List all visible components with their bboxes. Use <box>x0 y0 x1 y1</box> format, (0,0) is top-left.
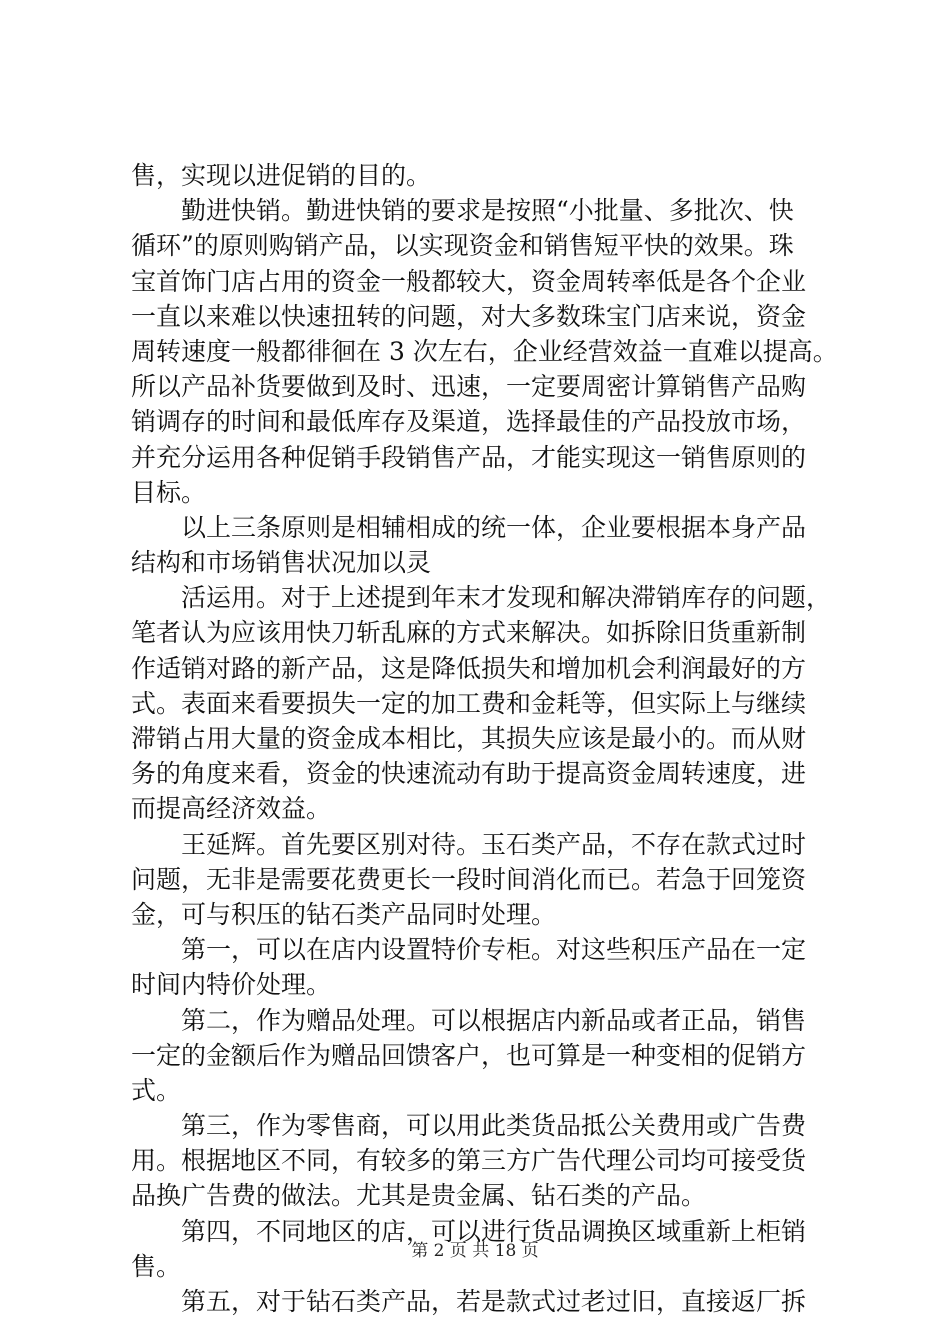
text-line: 并充分运用各种促销手段销售产品，才能实现这一销售原则的 <box>131 442 807 472</box>
text-line: 第五，对于钻石类产品，若是款式过老过旧，直接返厂拆 <box>181 1287 807 1316</box>
text-line: 售，实现以进促销的目的。 <box>131 161 432 190</box>
text-line: 第二，作为赠品处理。可以根据店内新品或者正品，销售 <box>181 1005 807 1035</box>
text-line: 周转速度一般都徘徊在 3 次左右，企业经营效益一直难以提高。 <box>131 336 838 366</box>
text-line: 时间内特价处理。 <box>131 970 332 1000</box>
text-line: 目标。 <box>131 477 207 507</box>
text-line: 式。表面来看要损失一定的加工费和金耗等，但实际上与继续 <box>131 688 807 718</box>
document-body <box>131 158 838 1319</box>
text-line: 用。根据地区不同，有较多的第三方广告代理公司均可接受货 <box>131 1146 807 1176</box>
page-footer <box>0 1241 950 1261</box>
text-line: 所以产品补货要做到及时、迅速，一定要周密计算销售产品购 <box>131 372 807 402</box>
text-line: 式。 <box>131 1075 182 1105</box>
text-line: 一直以来难以快速扭转的问题，对大多数珠宝门店来说，资金 <box>131 301 807 331</box>
text-line: 结构和市场销售状况加以灵 <box>131 548 432 578</box>
text-line: 滞销占用大量的资金成本相比，其损失应该是最小的。而从财 <box>131 724 807 753</box>
text-line: 售。 <box>131 1251 182 1281</box>
text-line: 品换广告费的做法。尤其是贵金属、钻石类的产品。 <box>131 1181 707 1211</box>
text-line: 宝首饰门店占用的资金一般都较大，资金周转率低是各个企业 <box>131 266 807 296</box>
text-line: 活运用。对于上述提到年末才发现和解决滞销库存的问题， <box>181 583 832 613</box>
text-line: 而提高经济效益。 <box>131 794 332 824</box>
text-line: 销调存的时间和最低库存及渠道，选择最佳的产品投放市场， <box>131 407 807 437</box>
text-line: 王延辉。首先要区别对待。玉石类产品，不存在款式过时 <box>181 829 807 859</box>
text-line: 问题，无非是需要花费更长一段时间消化而已。若急于回笼资 <box>131 864 807 894</box>
text-line: 第一，可以在店内设置特价专柜。对这些积压产品在一定 <box>181 935 807 965</box>
text-line: 第三，作为零售商，可以用此类货品抵公关费用或广告费 <box>181 1111 807 1141</box>
page-number: 第 2 页 共 18 页 <box>411 1241 539 1261</box>
text-line: 第四，不同地区的店，可以进行货品调换区域重新上柜销 <box>181 1216 807 1246</box>
text-line: 笔者认为应该用快刀斩乱麻的方式来解决。如拆除旧货重新制 <box>131 618 807 648</box>
text-line: 勤进快销。勤进快销的要求是按照“小批量、多批次、快 <box>181 196 794 226</box>
text-line: 一定的金额后作为赠品回馈客户，也可算是一种变相的促销方 <box>131 1040 807 1070</box>
text-line: 作适销对路的新产品，这是降低损失和增加机会利润最好的方 <box>131 653 807 683</box>
text-line: 金，可与积压的钻石类产品同时处理。 <box>131 899 557 929</box>
text-line: 务的角度来看，资金的快速流动有助于提高资金周转速度，进 <box>131 759 807 789</box>
text-line: 循环”的原则购销产品，以实现资金和销售短平快的效果。珠 <box>131 231 794 261</box>
text-line: 以上三条原则是相辅相成的统一体，企业要根据本身产品 <box>181 512 807 542</box>
